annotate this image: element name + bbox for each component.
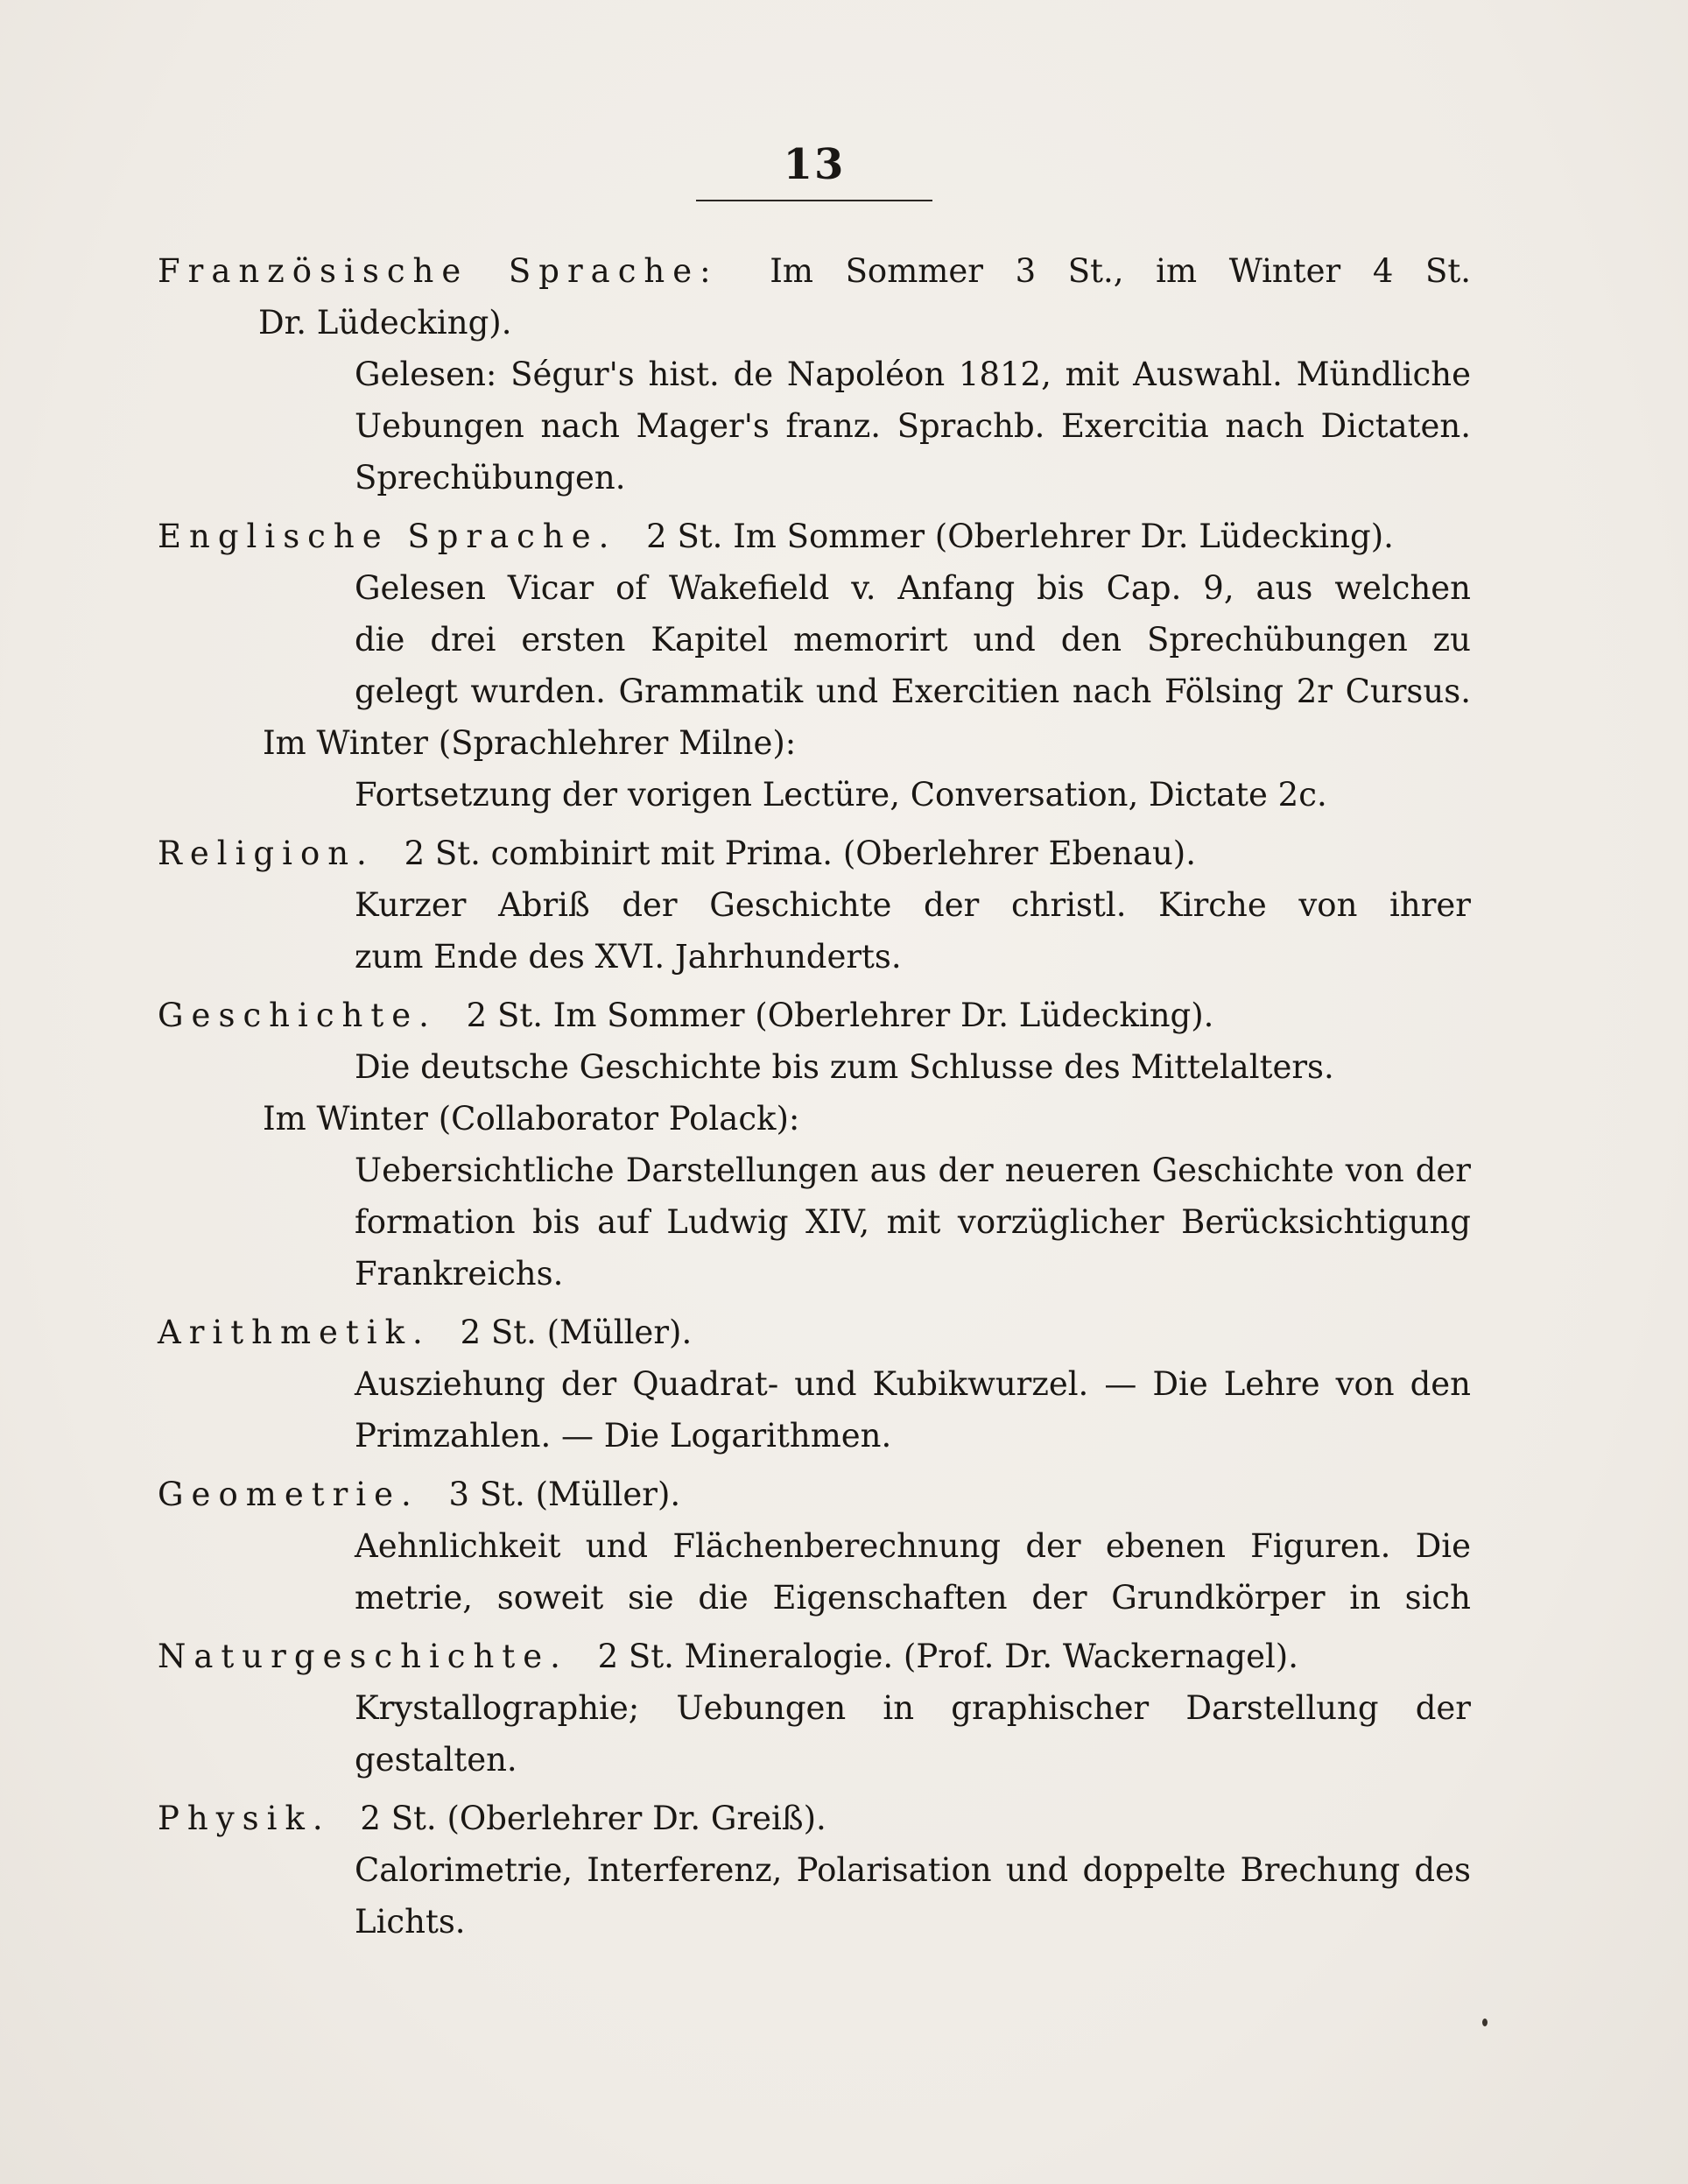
entry-arithmetik bbox=[158, 1307, 1471, 1462]
entry-line: gestalten. bbox=[355, 1741, 517, 1779]
entry-naturgeschichte bbox=[158, 1631, 1471, 1786]
entry-line: 3 St. (Müller). bbox=[448, 1476, 681, 1513]
entry-line: 2 St. (Oberlehrer Dr. Greiß). bbox=[360, 1800, 826, 1837]
entry-line: Im Winter (Sprachlehrer Milne): bbox=[263, 724, 797, 762]
entry-physik bbox=[158, 1793, 1471, 1948]
subject-heading: Arithmetik. bbox=[158, 1314, 431, 1351]
entry-first-line bbox=[158, 245, 1471, 297]
entry-line: 2 St. (Müller). bbox=[460, 1314, 693, 1351]
entry-line: Gelesen: Ségur's hist. de Napoléon 1812, mit Auswahl. Mündliche bbox=[355, 356, 1471, 393]
subject-heading: Religion. bbox=[158, 835, 375, 872]
entry-geometrie bbox=[158, 1469, 1471, 1624]
entry-line: Ausziehung der Quadrat- und Kubikwurzel. — Die Lehre von den bbox=[355, 1365, 1471, 1403]
entry-line: Calorimetrie, Interferenz, Polarisation und doppelte Brechung des bbox=[355, 1851, 1471, 1889]
entry-line: zum Ende des XVI. Jahrhunderts. bbox=[355, 938, 902, 976]
entry-first-line bbox=[158, 990, 1471, 1041]
entry-first-line bbox=[158, 1307, 1471, 1358]
entry-first-line bbox=[158, 1469, 1471, 1520]
entry-line: Im Sommer 3 St., im Winter 4 St. bbox=[770, 252, 1471, 290]
entry-line: Uebersichtliche Darstellungen aus der neueren Geschichte von der bbox=[355, 1152, 1471, 1189]
entry-line: Aehnlichkeit und Flächenberechnung der ebenen Figuren. Die bbox=[355, 1527, 1471, 1565]
subject-heading: Geometrie. bbox=[158, 1476, 419, 1513]
subject-heading: Französische Sprache: bbox=[158, 252, 719, 290]
curriculum-text bbox=[158, 245, 1471, 1948]
entry-englische-sprache bbox=[158, 511, 1471, 821]
entry-line: 2 St. Im Sommer (Oberlehrer Dr. Lüdecking). bbox=[466, 997, 1214, 1034]
entry-line: Die deutsche Geschichte bis zum Schlusse des Mittelalters. bbox=[355, 1048, 1334, 1086]
entry-line: die drei ersten Kapitel memorirt und den Sprechübungen zu bbox=[355, 621, 1471, 659]
page-number: 13 bbox=[783, 140, 846, 189]
entry-line: 2 St. combinirt mit Prima. (Oberlehrer Ebenau). bbox=[404, 835, 1196, 872]
entry-line: 2 St. Mineralogie. (Prof. Dr. Wackernagel). bbox=[597, 1638, 1299, 1675]
entry-line: Frankreichs. bbox=[355, 1255, 564, 1293]
subject-heading: Naturgeschichte. bbox=[158, 1638, 568, 1675]
entry-line: Primzahlen. — Die Logarithmen. bbox=[355, 1417, 892, 1455]
entry-line: gelegt wurden. Grammatik und Exercitien nach Fölsing 2r Cursus. bbox=[355, 673, 1471, 710]
ink-speck bbox=[1482, 2018, 1488, 2026]
entry-franzoesische-sprache bbox=[158, 245, 1471, 504]
subject-heading: Englische Sprache. bbox=[158, 518, 617, 555]
entry-first-line bbox=[158, 511, 1471, 562]
subject-heading: Physik. bbox=[158, 1800, 331, 1837]
subject-heading: Geschichte. bbox=[158, 997, 437, 1034]
entry-religion bbox=[158, 828, 1471, 983]
entry-line: Sprechübungen. bbox=[355, 459, 626, 497]
entry-line: Gelesen Vicar of Wakefield v. Anfang bis Cap. 9, aus welchen bbox=[355, 569, 1471, 607]
entry-line: Krystallographie; Uebungen in graphischer Darstellung der bbox=[355, 1689, 1471, 1727]
entry-first-line bbox=[158, 828, 1471, 879]
entry-line: Lichts. bbox=[355, 1903, 466, 1941]
entry-line: metrie, soweit sie die Eigenschaften der Grundkörper in sich bbox=[355, 1579, 1471, 1617]
entry-line: Kurzer Abriß der Geschichte der christl. Kirche von ihrer bbox=[355, 886, 1471, 924]
entry-line: Fortsetzung der vorigen Lectüre, Conversation, Dictate 2c. bbox=[355, 776, 1327, 814]
entry-geschichte bbox=[158, 990, 1471, 1300]
entry-line: formation bis auf Ludwig XIV, mit vorzüglicher Berücksichtigung bbox=[355, 1203, 1471, 1241]
entry-line: Im Winter (Collaborator Polack): bbox=[263, 1100, 800, 1138]
entry-first-line bbox=[158, 1631, 1471, 1682]
header-rule bbox=[696, 200, 932, 201]
entry-line: Uebungen nach Mager's franz. Sprachb. Exercitia nach Dictaten. bbox=[355, 407, 1471, 445]
entry-first-line bbox=[158, 1793, 1471, 1844]
entry-line: 2 St. Im Sommer (Oberlehrer Dr. Lüdecking). bbox=[646, 518, 1394, 555]
entry-line: Dr. Lüdecking). bbox=[258, 304, 512, 342]
